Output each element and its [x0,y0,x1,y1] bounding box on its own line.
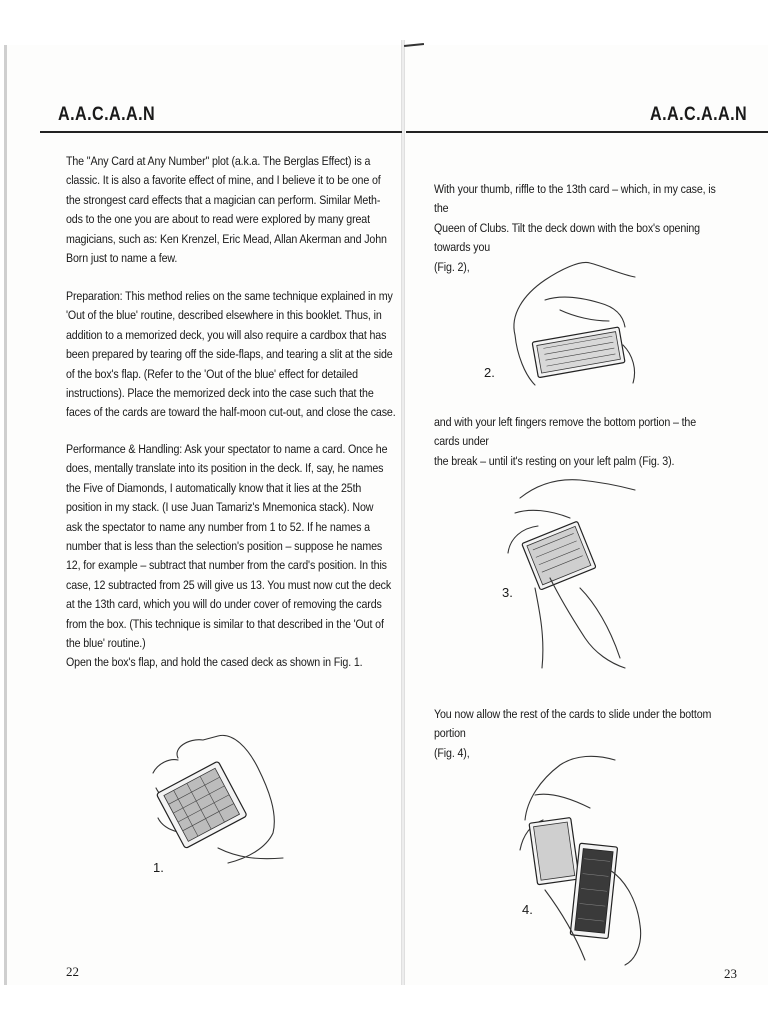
figure-4-illustration [515,750,655,970]
figure-2-illustration [505,255,650,400]
left-header-rule [40,131,402,133]
figure-1-illustration [148,718,288,868]
right-page-number: 23 [724,966,737,981]
left-paragraph-intro: The "Any Card at Any Number" plot (a.k.a. The Berglas Effect) is a classic. It is also a favorite effect of mine, and I believe it to be one of the strongest card effects that a magician can perform. Similar Meth- ods to the one you are about to read were explored by many great magicians, such as: Ken Krenzel, Eric Mead, Allan Akerman and John Born just to name a few. [66,154,387,266]
right-paragraph-slide: You now allow the rest of the cards to slide under the bottom portion (Fig. 4), [434,707,712,760]
left-page-header: A.A.C.A.A.N [58,104,156,125]
right-paragraph-riffle: With your thumb, riffle to the 13th card – which, in my case, is the Queen of Clubs. Tilt the deck down with the box's opening towards you (Fig. 2), [434,182,716,274]
book-gutter [401,40,405,985]
left-page-number: 22 [66,964,79,979]
right-paragraph-bottom-portion: and with your left fingers remove the bottom portion – the cards under the break – until it's resting on your left palm (Fig. 3). [434,415,697,468]
right-page-header: A.A.C.A.A.N [650,104,748,125]
right-header-rule [406,131,768,133]
figure-1-label: 1. [153,860,164,875]
figure-2-label: 2. [484,365,495,380]
left-paragraph-preparation: Preparation: This method relies on the same technique explained in my 'Out of the blue' routine, described elsewhere in this booklet. Thus, in addition to a memorized deck, you will also require a cardbox that has been prepared by tearing off the side-flaps, and tearing a slit at the side of the box's flap. (Refer to the 'Out of the blue' effect for detailed instructions). Place the memorized deck into the case such that the faces of the cards are toward the half-moon cut-out, and close the case. [66,289,396,420]
figure-3-illustration [500,468,645,678]
figure-3-label: 3. [502,585,513,600]
figure-4-label: 4. [522,902,533,917]
left-paragraph-performance: Performance & Handling: Ask your spectator to name a card. Once he does, mentally translate into its position in the deck. If, say, he names the Five of Diamonds, I automatically know that it lies at the 25th position in my stack. (I use Juan Tamariz's Mnemonica stack). Now ask the spectator to name any number from 1 to 52. If he names a number that is less than the selection's position – suppose he names 12, for example – subtract that number from the card's position. In this case, 12 subtracted from 25 will give us 13. You must now cut the deck at the 13th card, which you will do under cover of removing the cards from the box. (This technique is similar to that described in the 'Out of the blue' routine.) Open the box's flap, and hold the cased deck as shown in Fig. 1. [66,442,392,670]
